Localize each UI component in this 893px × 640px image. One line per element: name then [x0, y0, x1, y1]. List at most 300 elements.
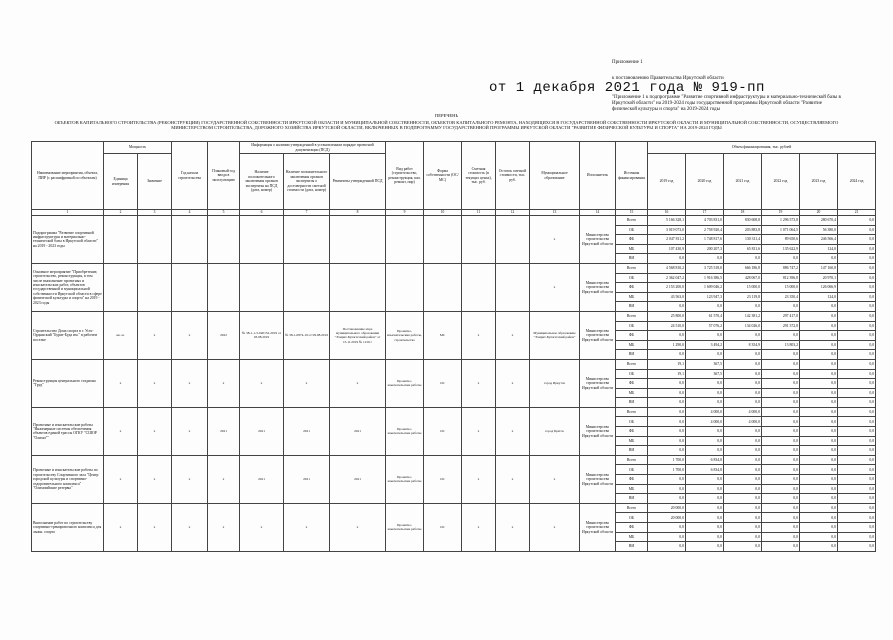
object-cell	[208, 216, 240, 264]
funding-source: ОБ	[616, 273, 648, 283]
table-body	[32, 216, 876, 552]
funding-value: 3 725 518,0	[686, 263, 724, 273]
funding-value: 367,5	[686, 369, 724, 379]
object-cell	[330, 263, 386, 311]
funding-value: 0,0	[800, 427, 838, 437]
funding-value: 0,0	[648, 484, 686, 494]
funding-value: 142 381,2	[724, 311, 762, 321]
funding-value: 0,0	[762, 407, 800, 417]
funding-value: 0,0	[838, 388, 876, 398]
object-cell: город Братск	[530, 407, 580, 455]
funding-value: 0,0	[762, 494, 800, 504]
funding-value: 0,0	[686, 254, 724, 264]
funding-value: 134 026,0	[724, 321, 762, 331]
funding-value: 0,0	[838, 292, 876, 302]
funding-value: 0,0	[648, 542, 686, 552]
funding-source: ФБ	[616, 283, 648, 293]
funding-value: 20 970,1	[800, 273, 838, 283]
executor-cell: Министерство строительства Иркутской области	[580, 407, 616, 455]
object-cell: x	[138, 407, 172, 455]
funding-value: 1 916 386,5	[686, 273, 724, 283]
funding-value: 0,0	[762, 542, 800, 552]
object-cell: x	[462, 407, 496, 455]
funding-source: Всего	[616, 216, 648, 226]
funding-value: 0,0	[838, 494, 876, 504]
funding-source: ФБ	[616, 331, 648, 341]
funding-value: 6 834,8	[686, 465, 724, 475]
object-cell: x	[104, 455, 138, 503]
funding-source: МБ	[616, 244, 648, 254]
column-number: 4	[172, 210, 208, 216]
funding-value: 291 372,8	[762, 321, 800, 331]
funding-value: 0,0	[800, 407, 838, 417]
funding-value: 0,0	[686, 331, 724, 341]
funding-value: 0,0	[724, 494, 762, 504]
object-cell: 2021	[284, 455, 330, 503]
funding-source: МБ	[616, 292, 648, 302]
funding-value: 0,0	[648, 379, 686, 389]
column-number: 10	[424, 210, 462, 216]
object-cell: 2021	[330, 407, 386, 455]
funding-value: 0,0	[762, 398, 800, 408]
object-name: Основное мероприятие "Приобретение, строительство, реконструкция, в том числе выполнение проектных и изыскательских работ, объектов государственной и муниципальной собственности Иркутской области в сфере физической культуры и спорта" на 2019 - 2023 годы	[32, 263, 104, 311]
funding-value: 0,0	[762, 523, 800, 533]
funding-source: ВИ	[616, 494, 648, 504]
funding-value: 0,0	[838, 235, 876, 245]
funding-value: 0,0	[838, 446, 876, 456]
funding-value: 0,0	[724, 532, 762, 542]
funding-source: ВИ	[616, 302, 648, 312]
funding-value: 23 119,8	[724, 292, 762, 302]
funding-value: 428 067,0	[724, 273, 762, 283]
funding-value: 2 758 920,4	[686, 225, 724, 235]
object-cell: 2021	[330, 455, 386, 503]
funding-value: 0,0	[686, 436, 724, 446]
funding-value: 0,0	[724, 331, 762, 341]
col-docs: Информация о наличии утвержденной в установленном порядке проектной документации (ПСД)	[240, 142, 386, 154]
funding-value: 0,0	[800, 311, 838, 321]
object-cell: x	[530, 216, 580, 264]
object-cell	[424, 216, 462, 264]
object-cell: x	[208, 455, 240, 503]
object-cell: x	[172, 311, 208, 359]
funding-value: 0,0	[800, 388, 838, 398]
executor-cell: Министерство строительства Иркутской области	[580, 359, 616, 407]
funding-value: 0,0	[838, 542, 876, 552]
funding-value: 56 380,0	[800, 225, 838, 235]
funding-value: 4 000,0	[686, 417, 724, 427]
object-cell	[386, 216, 424, 264]
funding-value: 19,1	[648, 359, 686, 369]
column-number: 18	[724, 210, 762, 216]
funding-value: 830 608,8	[724, 216, 762, 226]
funding-source: МБ	[616, 532, 648, 542]
object-cell	[462, 216, 496, 264]
object-cell: x	[530, 503, 580, 551]
funding-value: 0,0	[800, 340, 838, 350]
funding-value: 0,0	[686, 484, 724, 494]
funding-source: ВИ	[616, 398, 648, 408]
object-cell: x	[284, 359, 330, 407]
funding-value: 0,0	[686, 388, 724, 398]
funding-value: 65 811,6	[724, 244, 762, 254]
funding-value: 0,0	[838, 436, 876, 446]
funding-value: 0,0	[838, 350, 876, 360]
funding-value: 0,0	[838, 465, 876, 475]
object-cell: МС	[424, 311, 462, 359]
funding-value: 0,0	[762, 379, 800, 389]
funding-value: 0,0	[838, 475, 876, 485]
funding-value: 0,0	[686, 350, 724, 360]
funding-value: 0,0	[762, 427, 800, 437]
funding-value: 0,0	[648, 331, 686, 341]
funding-value: 25 800,0	[648, 311, 686, 321]
object-name: Подпрограмма "Развитие спортивной инфраструктуры и материально-технической базы в Иркутской области" на 2019 - 2023 годы	[32, 216, 104, 264]
funding-value: 0,0	[762, 475, 800, 485]
funding-source: ОБ	[616, 465, 648, 475]
funding-value: 203 883,8	[724, 225, 762, 235]
funding-value: 0,0	[724, 350, 762, 360]
funding-value: 0,0	[686, 446, 724, 456]
column-number: 6	[240, 210, 284, 216]
funding-value: 0,0	[648, 302, 686, 312]
object-cell	[424, 263, 462, 311]
funding-source: Всего	[616, 407, 648, 417]
object-cell: x	[330, 359, 386, 407]
column-number: 9	[386, 210, 424, 216]
object-name: Выполнение работ по строительству спортивно-тренировочного комплекса для лыжн. спорта	[32, 503, 104, 551]
funding-value: 0,0	[838, 369, 876, 379]
funding-value: 0,0	[800, 484, 838, 494]
funding-value: 0,0	[800, 455, 838, 465]
funding-value: 0,0	[838, 225, 876, 235]
table-row	[32, 311, 876, 321]
funding-value: 0,0	[800, 254, 838, 264]
funding-value: 0,0	[648, 388, 686, 398]
funding-value: 0,0	[648, 436, 686, 446]
object-cell: x	[172, 503, 208, 551]
funding-value: 0,0	[648, 532, 686, 542]
funding-source: ОБ	[616, 225, 648, 235]
funding-value: 0,0	[762, 350, 800, 360]
funding-value: 4 000,0	[724, 417, 762, 427]
funding-source: ВИ	[616, 446, 648, 456]
object-cell: x	[462, 359, 496, 407]
funding-value: 0,0	[762, 302, 800, 312]
funding-value: 0,0	[800, 369, 838, 379]
object-cell	[496, 216, 530, 264]
funding-value: 147 160,8	[800, 263, 838, 273]
funding-value: 0,0	[724, 436, 762, 446]
col-year-2020: 2020 год	[686, 154, 724, 210]
col-start-year: Год начала строительства	[172, 142, 208, 210]
funding-value: 0,0	[838, 427, 876, 437]
funding-source: Всего	[616, 359, 648, 369]
funding-source: ФБ	[616, 475, 648, 485]
funding-value: 1 071 064,5	[762, 225, 800, 235]
object-cell: x	[240, 503, 284, 551]
title-line-1: ОБЪЕКТОВ КАПИТАЛЬНОГО СТРОИТЕЛЬСТВА (РЕКОНСТРУКЦИИ) ГОСУДАРСТВЕННОЙ СОБСТВЕННОСТИ ИРКУТСКОЙ ОБЛАСТИ И МУНИЦИПАЛЬНОЙ СОБСТВЕННОСТИ, ОБЪЕКТОВ КАПИТАЛЬНОГО РЕМОНТА, НАХОДЯЩИХСЯ В ГОСУДАРСТВЕННОЙ СОБСТВЕННОСТИ ИРКУТСКОЙ ОБЛАСТИ И МУНИЦИПАЛЬНОЙ СОБСТВЕННОСТИ, ОСУЩЕСТВЛЯЕМОГО	[54, 120, 839, 125]
funding-value: 0,0	[724, 427, 762, 437]
funding-value: 0,0	[838, 263, 876, 273]
funding-value: 0,0	[762, 417, 800, 427]
object-cell: Муниципальное образование "Эхирит-Булагатский район"	[530, 311, 580, 359]
column-number: 3	[138, 210, 172, 216]
object-cell: x	[138, 311, 172, 359]
column-number: 11	[462, 210, 496, 216]
funding-value: 0,0	[838, 532, 876, 542]
funding-value: 0,0	[724, 446, 762, 456]
funding-value: 0,0	[800, 321, 838, 331]
object-cell: Проектно-изыскательские работы	[386, 359, 424, 407]
funding-value: 23 350,4	[762, 292, 800, 302]
col-executor: Исполнитель	[580, 142, 616, 210]
funding-value: 0,0	[762, 532, 800, 542]
funding-value: 0,0	[762, 331, 800, 341]
object-cell	[172, 216, 208, 264]
executor-cell: Министерство строительства Иркутской области	[580, 311, 616, 359]
object-cell: x	[208, 359, 240, 407]
funding-value: 3 019 073,0	[648, 225, 686, 235]
executor-cell: Министерство строительства Иркутской области	[580, 503, 616, 551]
funding-value: 0,0	[686, 398, 724, 408]
column-number: 17	[686, 210, 724, 216]
funding-value: 1 700,0	[648, 465, 686, 475]
object-cell: x	[530, 455, 580, 503]
object-cell: 2022	[208, 311, 240, 359]
funding-source: Всего	[616, 455, 648, 465]
object-cell: x	[138, 359, 172, 407]
funding-value: 0,0	[724, 388, 762, 398]
date-stamp: от 1 декабря 2021 года № 919-пп	[489, 80, 765, 96]
appendix-note: "Приложение 1 к подпрограмме "Развитие спортивной инфраструктуры и материально-технической базы в Иркутской области" на 2019-2024 годы государственной программы Иркутской области "Развитие физической культуры и спорта" на 2019-2024 годы	[612, 95, 841, 112]
object-cell: Проектно-изыскательские работы	[386, 503, 424, 551]
funding-value: 0,0	[648, 494, 686, 504]
funding-value: 0,0	[800, 379, 838, 389]
funding-value: 0,0	[800, 513, 838, 523]
col-year-2022: 2022 год	[762, 154, 800, 210]
funding-value: 0,0	[800, 331, 838, 341]
funding-value: 5 166 328,1	[648, 216, 686, 226]
funding-value: 886 747,2	[762, 263, 800, 273]
column-number: 20	[800, 210, 838, 216]
funding-value: 2 047 811,2	[648, 235, 686, 245]
funding-value: 200 207,3	[686, 244, 724, 254]
object-cell: ОС	[424, 359, 462, 407]
funding-value: 0,0	[762, 388, 800, 398]
funding-value: 0,0	[762, 359, 800, 369]
object-cell: x	[496, 455, 530, 503]
funding-value: 20 000,0	[648, 513, 686, 523]
funding-source: ВИ	[616, 350, 648, 360]
object-cell: № 38-1-0874-19 от 09.08.2019	[284, 311, 330, 359]
object-cell: Постановление мэра муниципального образования "Эхирит-Булагатский район" от 15.11.2019 № 1216 г	[330, 311, 386, 359]
funding-value: 124,0	[800, 244, 838, 254]
funding-source: МБ	[616, 484, 648, 494]
funding-value: 0,0	[686, 302, 724, 312]
col-plan-year: Плановый год ввода в эксплуатацию	[208, 142, 240, 210]
funding-value: 0,0	[724, 513, 762, 523]
funding-value: 0,0	[838, 407, 876, 417]
appendix-label: Приложение 1	[612, 60, 643, 65]
funding-value: 57 076,2	[686, 321, 724, 331]
funding-value: 0,0	[800, 542, 838, 552]
funding-value: 0,0	[800, 398, 838, 408]
funding-value: 297 417,0	[762, 311, 800, 321]
funding-value: 1 290,0	[648, 340, 686, 350]
column-number: 14	[580, 210, 616, 216]
funding-value: 1 748 817,6	[686, 235, 724, 245]
object-cell: x	[172, 359, 208, 407]
column-number: 8	[330, 210, 386, 216]
table-row	[32, 503, 876, 513]
funding-value: 61 570,4	[686, 311, 724, 321]
funding-value: 0,0	[800, 359, 838, 369]
funding-value: 0,0	[762, 503, 800, 513]
funding-value: 0,0	[724, 523, 762, 533]
object-cell: x	[284, 503, 330, 551]
funding-value: 0,0	[724, 254, 762, 264]
funding-value: 0,0	[686, 532, 724, 542]
funding-value: 8 354,9	[724, 340, 762, 350]
object-cell: x	[330, 503, 386, 551]
funding-source: ФБ	[616, 523, 648, 533]
funding-source: МБ	[616, 388, 648, 398]
funding-value: 0,0	[648, 350, 686, 360]
funding-value: 0,0	[838, 398, 876, 408]
col-unit: Единица измерения	[104, 154, 138, 210]
funding-value: 89 650,6	[762, 235, 800, 245]
funding-value: 246 566,4	[800, 235, 838, 245]
funding-value: 812 396,8	[762, 273, 800, 283]
funding-value: 0,0	[838, 417, 876, 427]
object-cell: x	[138, 455, 172, 503]
funding-source: Всего	[616, 311, 648, 321]
funding-value: 0,0	[838, 283, 876, 293]
funding-value: 0,0	[838, 503, 876, 513]
col-value: Значение	[138, 154, 172, 210]
funding-value: 0,0	[800, 475, 838, 485]
executor-cell: Министерство строительства Иркутской области	[580, 455, 616, 503]
funding-value: 0,0	[686, 427, 724, 437]
funding-source: ОБ	[616, 513, 648, 523]
funding-value: 135 622,9	[762, 244, 800, 254]
funding-value: 0,0	[724, 542, 762, 552]
object-cell	[240, 263, 284, 311]
funding-source: ФБ	[616, 235, 648, 245]
funding-value: 0,0	[838, 216, 876, 226]
funding-value: 0,0	[686, 379, 724, 389]
object-cell	[240, 216, 284, 264]
object-cell: x	[104, 503, 138, 551]
object-cell	[284, 263, 330, 311]
funding-value: 0,0	[800, 436, 838, 446]
funding-value: 0,0	[800, 532, 838, 542]
object-cell: 2021	[240, 455, 284, 503]
funding-value: 0,0	[838, 455, 876, 465]
funding-value: 2 362 047,2	[648, 273, 686, 283]
funding-value: 0,0	[800, 417, 838, 427]
object-cell: Проектно-изыскательские работы	[386, 407, 424, 455]
object-cell: ОС	[424, 407, 462, 455]
funding-value: 13 803,2	[762, 340, 800, 350]
funding-value: 0,0	[762, 465, 800, 475]
funding-value: 0,0	[800, 494, 838, 504]
funding-value: 19,1	[648, 369, 686, 379]
funding-value: 0,0	[838, 379, 876, 389]
object-name: Строительство Дома спорта в г. Усть-Ордынский "Бурят-Буда им." в рабочем поселке	[32, 311, 104, 359]
object-cell	[208, 263, 240, 311]
object-cell	[138, 216, 172, 264]
funding-value: 1 609 046,2	[686, 283, 724, 293]
funding-value: 0,0	[648, 446, 686, 456]
funding-value: 0,0	[648, 398, 686, 408]
col-year-2019: 2019 год	[648, 154, 686, 210]
object-cell	[104, 263, 138, 311]
col-funding: Объем финансирования, тыс. рублей	[648, 142, 876, 154]
resolution-label: к постановлению Правительства Иркутской области	[612, 76, 724, 81]
col-pos-exp: Наличие положительного заключения органов экспертизы на ПСД (дата, номер)	[240, 154, 284, 210]
funding-value: 0,0	[800, 446, 838, 456]
funding-value: 6 834,8	[686, 455, 724, 465]
funding-source: ВИ	[616, 254, 648, 264]
col-year-2024: 2024 год	[838, 154, 876, 210]
funding-value: 4 568 810,2	[648, 263, 686, 273]
funding-value: 130 311,4	[724, 235, 762, 245]
object-cell: x	[208, 503, 240, 551]
funding-value: 0,0	[648, 417, 686, 427]
funding-value: 0,0	[648, 475, 686, 485]
object-cell: x	[496, 407, 530, 455]
object-cell	[138, 263, 172, 311]
object-cell: 2021	[284, 407, 330, 455]
funding-value: 0,0	[648, 523, 686, 533]
funding-value: 0,0	[724, 379, 762, 389]
funding-value: 0,0	[724, 475, 762, 485]
object-cell: № 38-1-1-3-020152-2019 от 03.08.2019	[240, 311, 284, 359]
funding-source: ОБ	[616, 321, 648, 331]
funding-value: 0,0	[800, 503, 838, 513]
object-cell: x	[462, 455, 496, 503]
funding-value: 0,0	[838, 244, 876, 254]
funding-value: 0,0	[686, 523, 724, 533]
funding-value: 107 430,9	[648, 244, 686, 254]
col-year-2021: 2021 год	[724, 154, 762, 210]
funding-value: 0,0	[724, 503, 762, 513]
funding-value: 0,0	[762, 254, 800, 264]
funding-value: 0,0	[648, 407, 686, 417]
funding-value: 4 000,0	[724, 407, 762, 417]
funding-value: 4 000,0	[686, 407, 724, 417]
funding-value: 15 000,0	[762, 283, 800, 293]
object-cell: x	[496, 311, 530, 359]
object-cell: x	[172, 407, 208, 455]
column-number: 12	[496, 210, 530, 216]
column-number: 19	[762, 210, 800, 216]
col-capacity: Мощность	[104, 142, 172, 154]
object-cell: x	[530, 263, 580, 311]
object-cell: Проектно-изыскательские работы, строительство	[386, 311, 424, 359]
funding-value: 0,0	[838, 513, 876, 523]
funding-source: ВИ	[616, 542, 648, 552]
object-name: Проектные и изыскательские работы "Инженерные системы обеспечения объектов единой трассы ОГКУ "СШОР "Олимп""	[32, 407, 104, 455]
funding-value: 0,0	[762, 484, 800, 494]
funding-value: 0,0	[724, 455, 762, 465]
funding-value: 0,0	[838, 331, 876, 341]
column-number: 1	[32, 210, 104, 216]
col-source: Источник финансирования	[616, 142, 648, 210]
object-cell: x	[496, 503, 530, 551]
